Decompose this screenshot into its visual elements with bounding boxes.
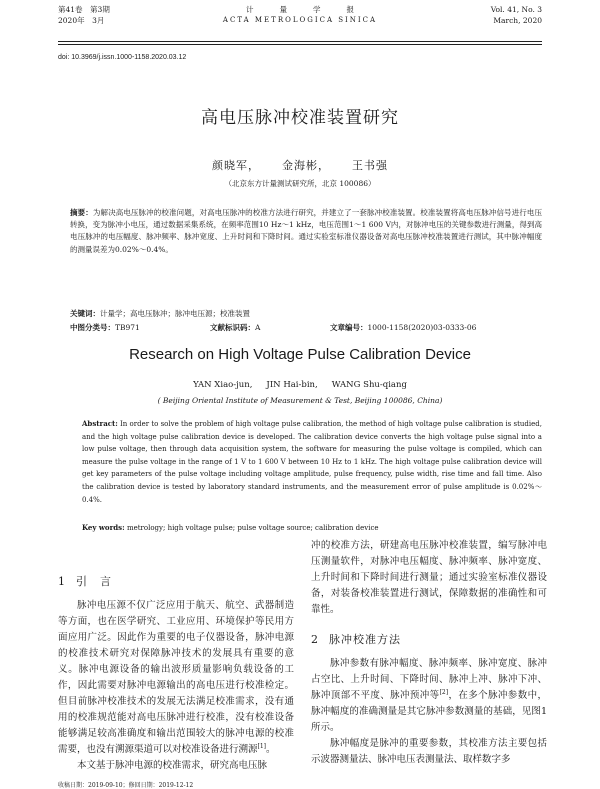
- document-code-label: 文献标识码：: [210, 323, 255, 332]
- section-1-number: 1: [58, 575, 66, 588]
- section-1-title: 引 言: [76, 575, 112, 588]
- author-list-cn: 颜晓军， 金海彬， 王书强: [212, 159, 388, 172]
- keywords-en-label: Key words:: [82, 523, 125, 532]
- section-2-number: 2: [311, 633, 319, 646]
- body-column-right: [311, 538, 547, 768]
- intro-paragraph-2: 本文基于脉冲电源的校准需求，研究高电压脉: [77, 760, 268, 771]
- footnote-received-date: 收稿日期：2019-09-10；修回日期：2019-12-12: [58, 782, 194, 789]
- method-paragraph-1: [311, 656, 547, 736]
- header-rule-bottom: [58, 44, 542, 45]
- author-cn-1: 颜晓军: [212, 159, 248, 172]
- document-code-value: A: [255, 323, 261, 332]
- document-code: [210, 322, 260, 333]
- method-paragraph-2: 脉冲幅度是脉冲的重要参数，其校准方法主要包括示波器测量法、脉冲电压表测量法、取样数字多: [311, 738, 547, 765]
- running-header: [58, 4, 542, 40]
- affiliation-cn: （北京东方计量测试研究所，北京 100086）: [224, 179, 376, 188]
- header-journal-name: [58, 4, 542, 26]
- header-date-en: March, 2020: [493, 16, 542, 25]
- author-en-3: WANG Shu-qiang: [331, 380, 407, 390]
- method-paragraph-1-end: ，在多个脉冲参数中，脉冲幅度的准确测量是其它脉冲参数测量的基础，见图1所示。: [311, 690, 547, 733]
- author-cn-2: 金海彬: [282, 159, 318, 172]
- keywords-en: [82, 523, 542, 532]
- classification-line: [70, 322, 542, 333]
- journal-name-en: ACTA METROLOGICA SINICA: [222, 16, 378, 24]
- article-number-label: 文章编号：: [330, 323, 368, 332]
- abstract-en-label: Abstract:: [82, 419, 118, 428]
- header-volume-issue: 第41卷 第3期: [58, 5, 110, 14]
- header-volume-issue-en: Vol. 41, No. 3: [490, 5, 542, 14]
- method-paragraph-1-text: 脉冲参数有脉冲幅度、脉冲频率、脉冲宽度、脉冲占空比、上升时间、下降时间、脉冲上冲、脉冲下冲、脉冲顶部不平度、脉冲预冲等: [311, 658, 547, 701]
- header-year-month: 2020年 3月: [58, 16, 105, 25]
- clc-value: TB971: [115, 323, 140, 332]
- author-en-2: JIN Hai-bin: [266, 380, 316, 390]
- keywords-cn-label: 关键词：: [70, 309, 100, 318]
- paper-title-cn: 高电压脉冲校准装置研究: [201, 108, 399, 128]
- journal-name-cn: 计量学报: [246, 5, 380, 14]
- intro-paragraph-1-end: 。: [266, 744, 276, 755]
- keywords-cn-text: 计量学；高电压脉冲；脉冲电压源；校准装置: [100, 309, 250, 318]
- section-heading-1: [58, 566, 294, 598]
- abstract-cn: [70, 207, 542, 256]
- abstract-en: [82, 418, 542, 506]
- author-list-en: YAN Xiao-jun, JIN Hai-bin, WANG Shu-qiang: [193, 380, 407, 390]
- intro-paragraph-1-text: 脉冲电压源不仅广泛应用于航天、航空、武器制造等方面，也在医学研究、工业应用、环境保护等民用方面应用广泛。因此作为重要的电子仪器设备，脉冲电源的校准技术研究对保障脉冲技术的发展具有重要的意义。脉冲电源设备的输出波形质量影响负载设备的工作，因此需要对脉冲电源输出的高电压进行校准检定。但目前脉冲校准技术的发展无法满足校准需求，没有通用的校准规范能对高电压脉冲进行校准，没有校准设备能够满足较高准确度和输出范围较大的脉冲电源的校准需要，也没有溯源渠道可以对校准设备进行溯源: [58, 600, 294, 755]
- header-volume-info-en: [491, 4, 542, 26]
- abstract-cn-text: 为解决高电压脉冲的校准问题，对高电压脉冲的校准方法进行研究，并建立了一套脉冲校准装置。校准装置将高电压脉冲信号进行电压转换，变为脉冲小电压，通过数据采集系统，在频率范围10 Hz～1 kHz，电压范围1～1 600 V内，对脉冲电压的关键参数进行测量，得到高电压脉冲的电压幅度、脉冲频率、脉冲宽度、上升时间和下降时间。通过实验室标准仪器设备对高电压脉冲校准装置进行测试，其中脉冲幅度的测量误差为0.02%～0.4%。: [70, 208, 543, 254]
- intro-paragraph-2-continued: 冲的校准方法，研建高电压脉冲校准装置，编写脉冲电压测量软件，对脉冲电压幅度、脉冲频率、脉冲宽度、上升时间和下降时间进行测量；通过实验室标准仪器设备，对装备校准装置进行测试，保障数据的准确性和可靠性。: [311, 540, 547, 615]
- affiliation-en: ( Beijing Oriental Institute of Measurement & Test, Beijing 100086, China): [157, 396, 443, 405]
- article-number-value: 1000-1158(2020)03-0333-06: [367, 323, 477, 332]
- article-number: [330, 322, 476, 333]
- section-heading-2: [311, 624, 547, 656]
- author-en-1: YAN Xiao-jun: [193, 380, 250, 390]
- abstract-en-text: In order to solve the problem of high voltage pulse calibration, the method of high voltage pulse calibration is studied, and the high voltage pulse calibration device is developed. The calibration device converts the high voltage pulse signal into a low pulse voltage, then through data acquisition system, the software for measuring the pulse voltage is compiled, which can measure the pulse voltage in the range of 1 V to 1 600 V between 10 Hz to 1 kHz. The high voltage pulse calibration device will get key parameters of the pulse voltage including voltage amplitude, pulse frequency, pulse width, rise time and fall time. Also the calibration device is tested by laboratory standard instruments, and the measurement error of pulse amplitude is 0.02%～0.4%.: [82, 420, 542, 504]
- citation-ref-1: [1]: [257, 742, 267, 750]
- keywords-en-text: metrology; high voltage pulse; pulse voltage source; calibration device: [126, 524, 379, 532]
- clc-label: 中图分类号：: [70, 323, 115, 332]
- intro-paragraph-1: [58, 598, 294, 758]
- author-cn-3: 王书强: [352, 159, 388, 172]
- abstract-cn-label: 摘要：: [70, 208, 93, 217]
- clc-number: [70, 322, 140, 333]
- paper-title-en: Research on High Voltage Pulse Calibration Device: [129, 346, 471, 363]
- header-rule-top: [58, 41, 542, 42]
- keywords-cn: [70, 308, 250, 319]
- citation-ref-2: [2]: [439, 688, 449, 696]
- doi: doi: 10.3969/j.issn.1000-1158.2020.03.12: [58, 54, 187, 61]
- body-column-left: [58, 566, 294, 774]
- section-2-title: 脉冲校准方法: [329, 633, 401, 646]
